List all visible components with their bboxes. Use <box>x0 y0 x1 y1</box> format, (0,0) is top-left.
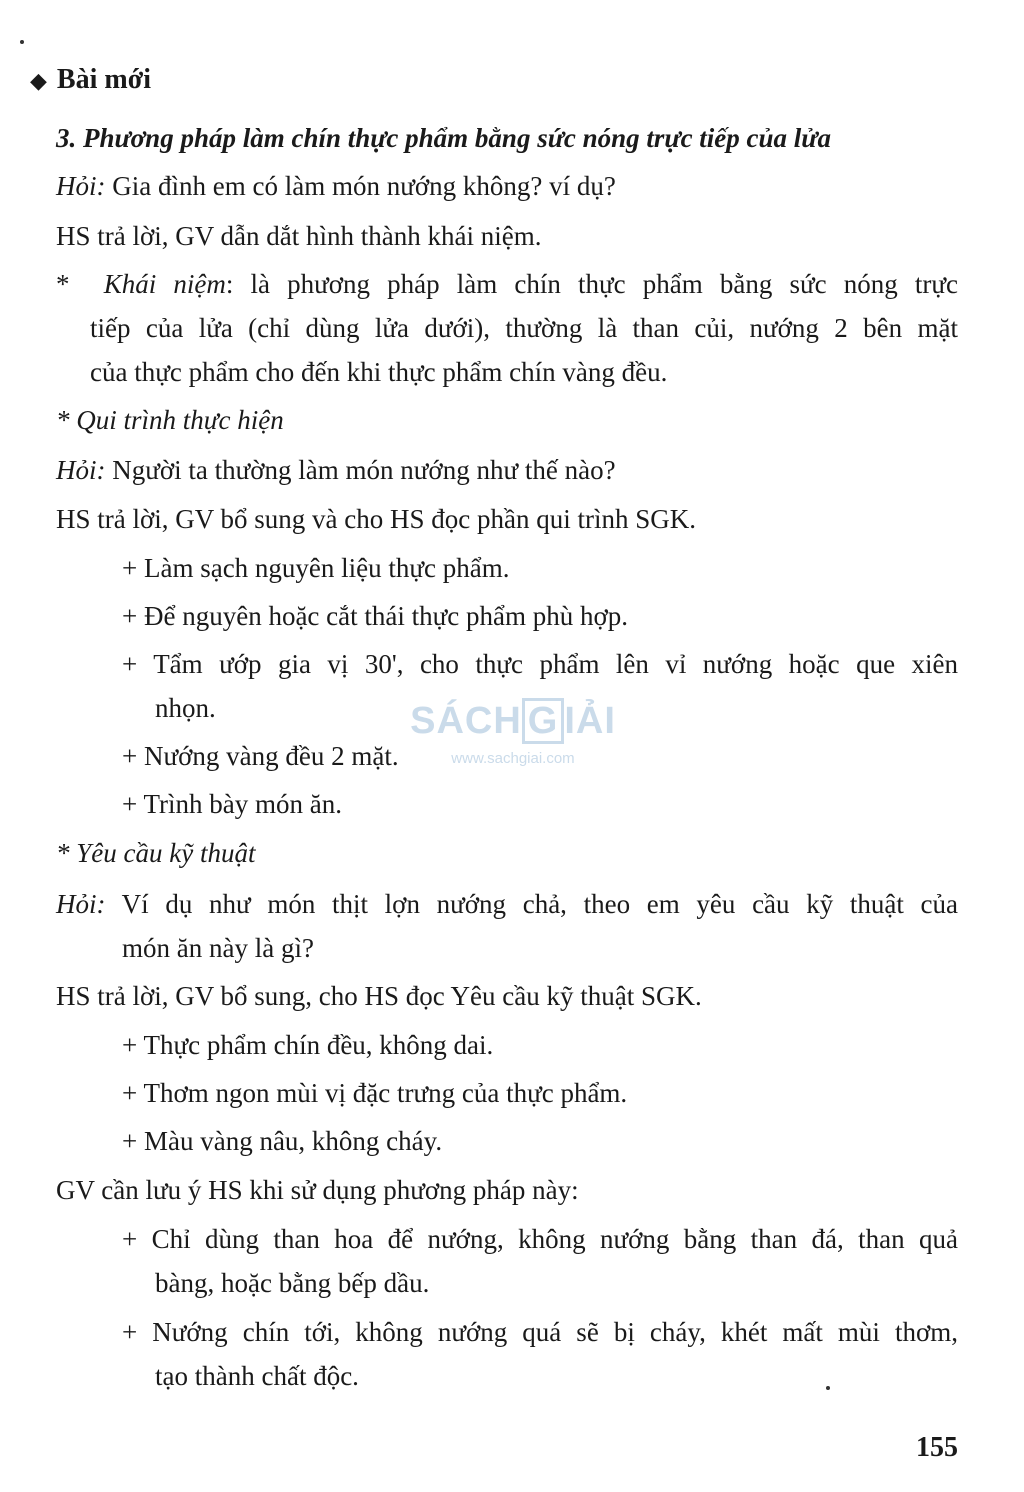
process-step: + Tẩm ướp gia vị 30', cho thực phẩm lên vỉ nướng hoặc que xiên <box>122 649 958 679</box>
page-number: 155 <box>916 1432 958 1463</box>
answer-1: HS trả lời, GV dẫn dắt hình thành khái niệm. <box>56 221 542 251</box>
tech-requirement: + Thực phẩm chín đều, không dai. <box>122 1030 494 1060</box>
process-title: * Qui trình thực hiện <box>56 405 284 435</box>
concept-text-1: : là phương pháp làm chín thực phẩm bằng sức nóng trực <box>225 269 958 299</box>
question-1 <box>56 164 958 208</box>
process-step-continued: nhọn. <box>155 693 216 723</box>
section-heading <box>30 58 958 103</box>
question-text: Gia đình em có làm món nướng không? ví dụ? <box>105 171 616 201</box>
answer-3: HS trả lời, GV bổ sung, cho HS đọc Yêu cầu kỹ thuật SGK. <box>56 981 702 1011</box>
question-label: Hỏi: <box>56 455 106 485</box>
question-label: Hỏi: <box>56 171 106 201</box>
concept-line-2: tiếp của lửa (chỉ dùng lửa dưới), thường là than củi, nướng 2 bên mặt <box>90 313 958 343</box>
tech-requirement: + Thơm ngon mùi vị đặc trưng của thực phẩm. <box>122 1078 628 1108</box>
concept-line-3: của thực phẩm cho đến khi thực phẩm chín vàng đều. <box>90 357 668 387</box>
note-item-continued: tạo thành chất độc. <box>155 1361 359 1391</box>
process-step: + Trình bày món ăn. <box>122 789 342 819</box>
diamond-bullet-icon: ◆ <box>30 68 47 93</box>
note-item: + Nướng chín tới, không nướng quá sẽ bị cháy, khét mất mùi thơm, <box>122 1317 958 1347</box>
watermark-g-icon: G <box>522 698 565 744</box>
tech-title: * Yêu cầu kỹ thuật <box>56 838 256 868</box>
note-item-continued: bàng, hoặc bằng bếp dầu. <box>155 1268 430 1298</box>
concept-line-1 <box>56 262 958 306</box>
question-text: Người ta thường làm món nướng như thế nào? <box>105 455 616 485</box>
concept-label: Khái niệm <box>103 269 226 299</box>
watermark-logo: SÁCH G IẢI <box>410 700 616 742</box>
note-item: + Chỉ dùng than hoa để nướng, không nướng bằng than đá, than quả <box>122 1224 958 1254</box>
note-intro: GV cần lưu ý HS khi sử dụng phương pháp này: <box>56 1175 579 1205</box>
watermark <box>408 695 618 795</box>
question-label: Hỏi: <box>56 889 106 919</box>
question-text: Ví dụ như món thịt lợn nướng chả, theo em yêu cầu kỹ thuật của <box>105 889 958 919</box>
watermark-url: www.sachgiai.com <box>451 750 575 767</box>
process-step: + Làm sạch nguyên liệu thực phẩm. <box>122 553 510 583</box>
question-2 <box>56 448 958 492</box>
question-3 <box>56 882 958 926</box>
question-3-continued: món ăn này là gì? <box>122 933 314 963</box>
process-step: + Nướng vàng đều 2 mặt. <box>122 741 399 771</box>
answer-2: HS trả lời, GV bổ sung và cho HS đọc phần qui trình SGK. <box>56 504 696 534</box>
tech-requirement: + Màu vàng nâu, không cháy. <box>122 1126 443 1156</box>
concept-star: * <box>56 269 70 299</box>
process-step: + Để nguyên hoặc cắt thái thực phẩm phù hợp. <box>122 601 628 631</box>
heading-text: Bài mới <box>56 64 151 95</box>
scan-speck <box>826 1386 830 1390</box>
scan-speck <box>20 40 24 44</box>
section-title: 3. Phương pháp làm chín thực phẩm bằng sức nóng trực tiếp của lửa <box>56 123 831 153</box>
